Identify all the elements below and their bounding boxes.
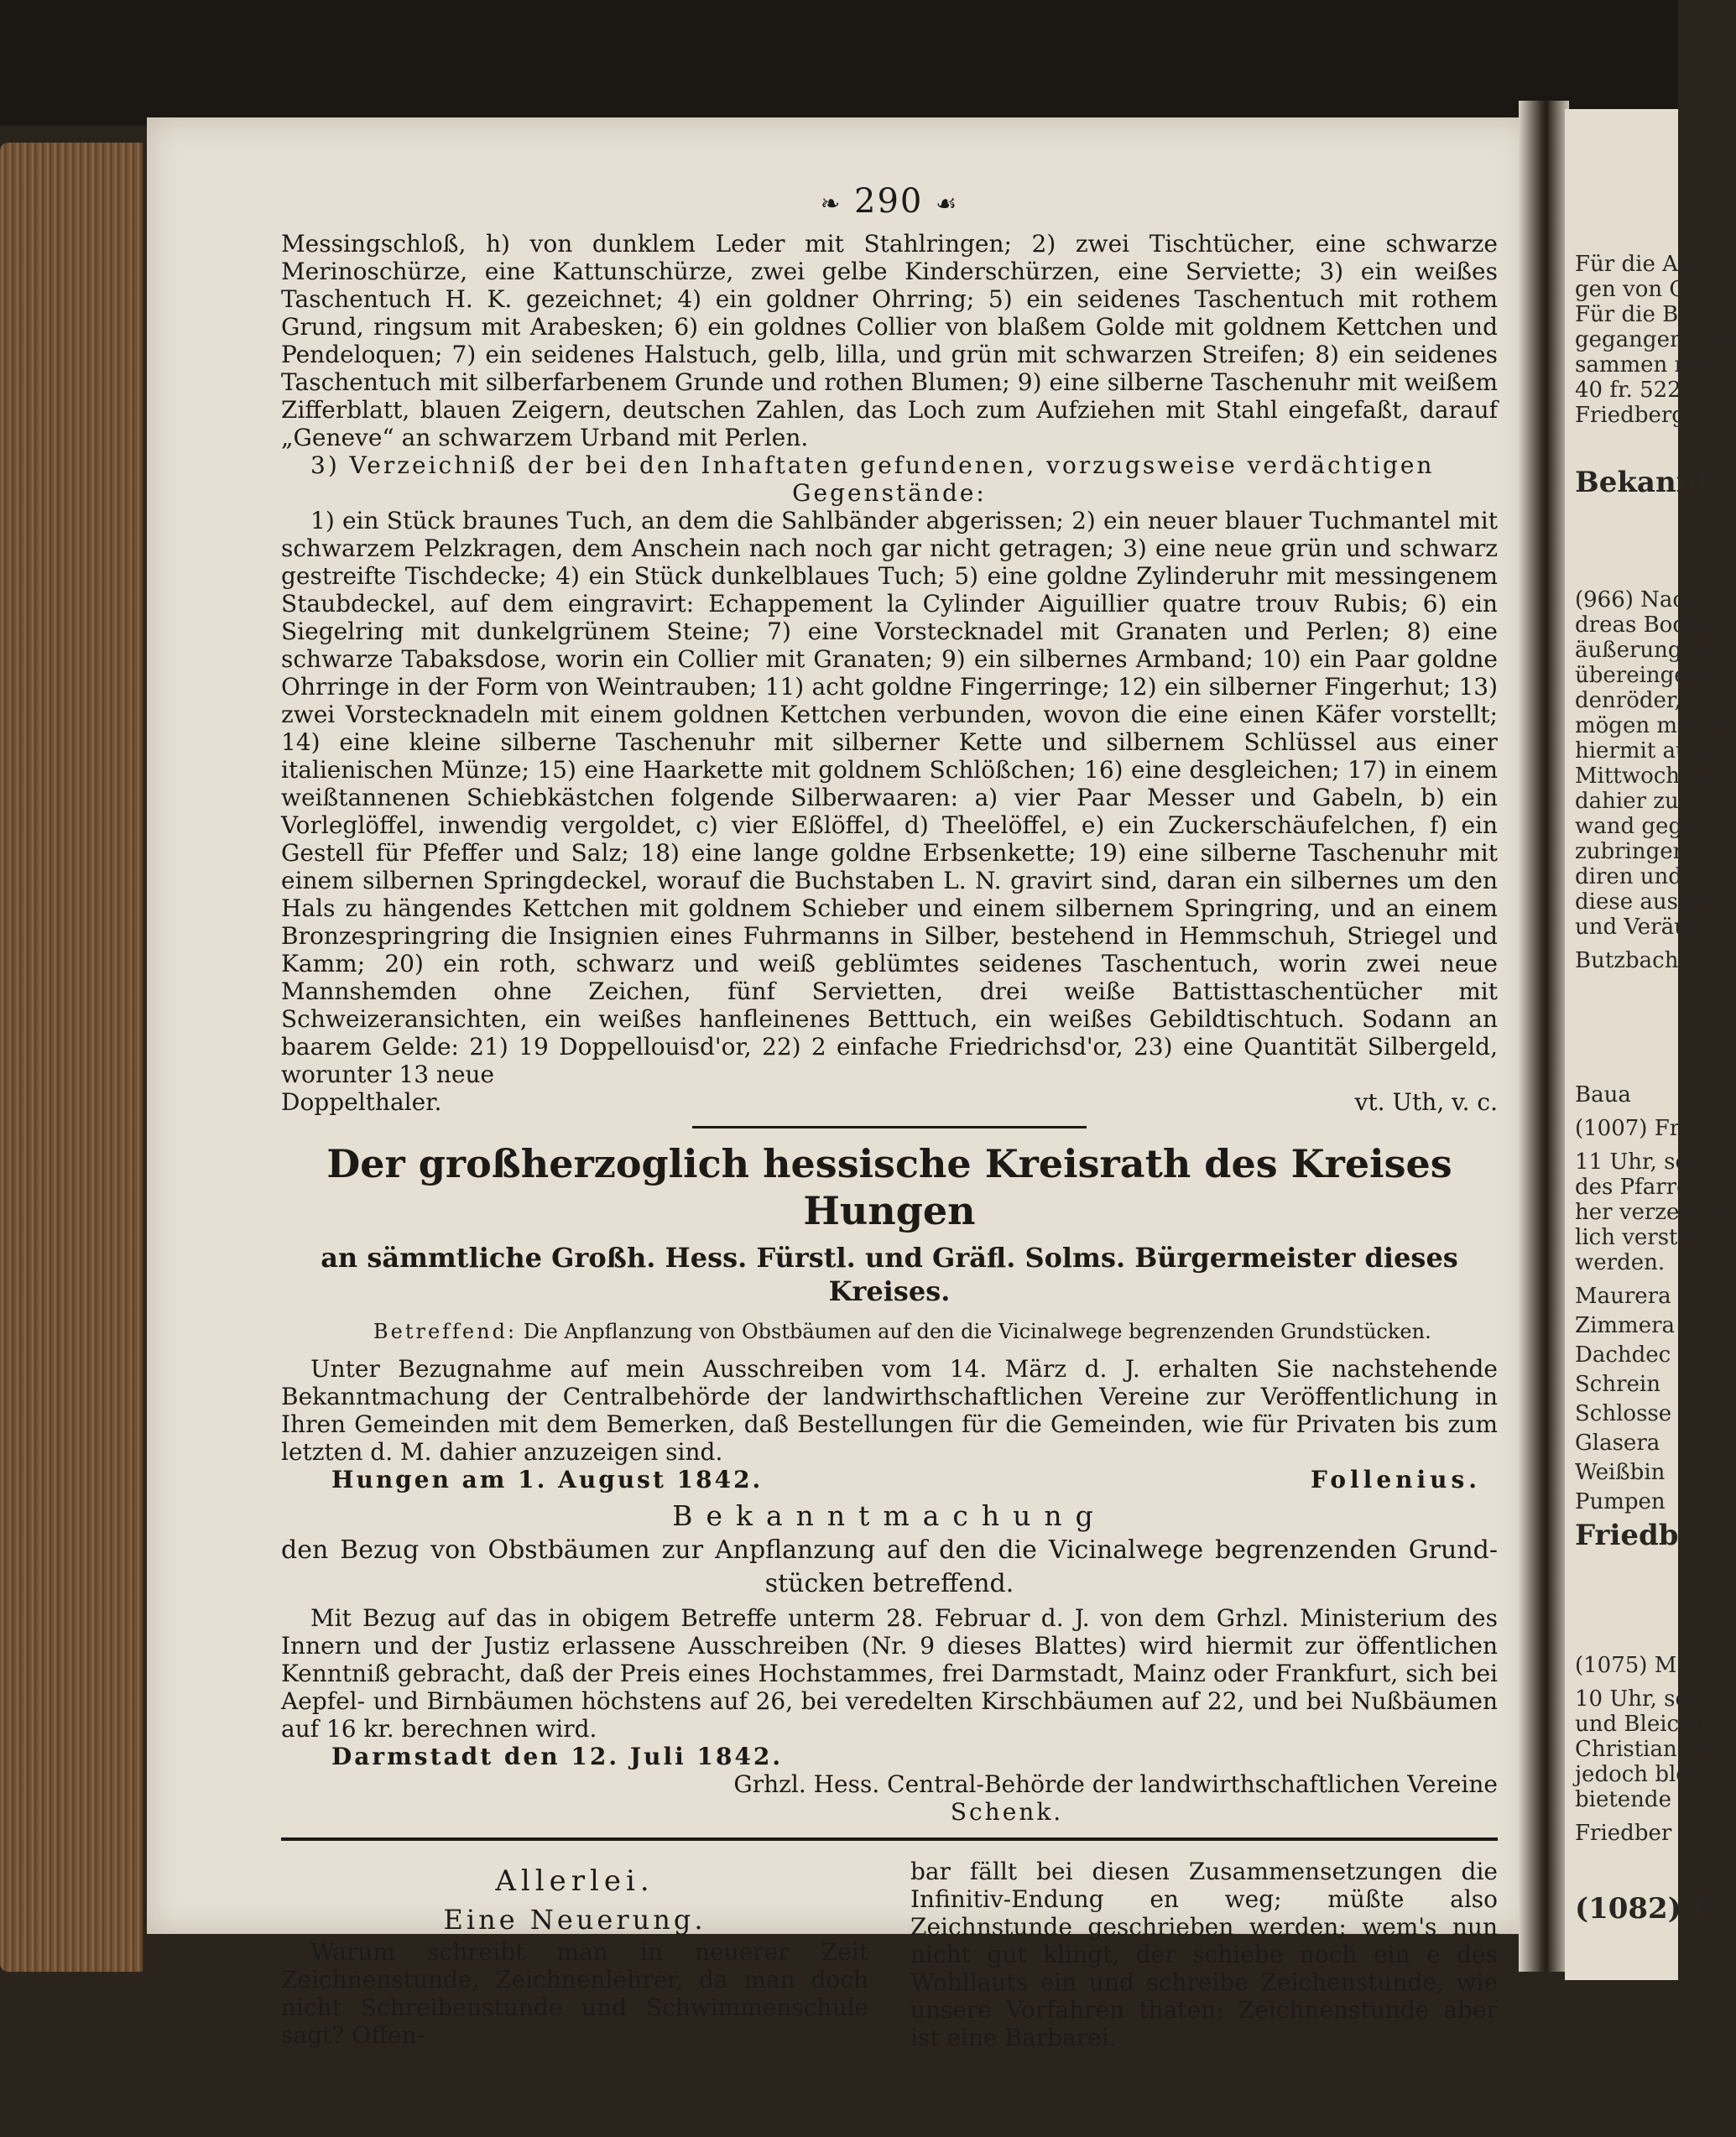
scan-background	[0, 0, 1678, 126]
right-page-line: Dachdec	[1575, 1342, 1671, 1368]
right-page-line: wand gegen	[1575, 814, 1710, 839]
right-page-line: Christian Ha	[1575, 1737, 1717, 1762]
section1-paragraph1: Messingschloß, h) von dunklem Leder mit Stahlringen; 2) zwei Tischtücher, eine schwarze Merinoschürze, eine Kattunschürze, zwei gelbe Kinderschürzen, eine Serviette; 3) ein weißes Taschentuch H. K. gezeichnet; 4) ein goldner Ohrring; 5) ein seidenes Taschentuch mit rothem Grund, ringsum mit Arabesken; 6) ein goldnes Collier von blaßem Golde mit goldnem Kettchen und Pendeloquen; 7) ein seidenes Halstuch, gelb, lilla, und grün mit schwarzen Streifen; 8) ein seidenes Taschentuch mit silberfarbenem Grunde und rothen Blumen; 9) eine silberne Taschenuhr mit weißem Zifferblatt, blauen Zeigern, deutschen Zahlen, das Loch zum Aufziehen mit Stahl eingefaßt, darauf „Geneve“ an schwarzem Urband mit Perlen.	[281, 230, 1498, 451]
kreisrath-signature-row	[281, 1466, 1498, 1493]
allerlei-column-right	[910, 1858, 1498, 2051]
right-page-line: übereingekom	[1575, 663, 1734, 688]
right-page-line: äußerung un	[1575, 638, 1718, 663]
right-page-partial	[1565, 109, 1736, 1980]
page-content	[281, 180, 1498, 2051]
allerlei-column-left	[281, 1858, 868, 2051]
allerlei-text-right: bar fällt bei diesen Zusammensetzungen die Infinitiv-Endung en weg; müßte also Zeichnstunde geschrieben werden; wem's nun nicht gut klingt, der schiebe noch ein e des Wohllauts ein und schreibe Zeichenstunde, wie unsere Vorfahren thaten; Zeichnenstunde aber ist eine Barbarei.	[910, 1858, 1498, 2051]
right-page-line: Butzbach	[1575, 948, 1679, 973]
right-page-line: Pumpen	[1575, 1489, 1666, 1514]
allerlei-subtitle: Eine Neuerung.	[443, 1904, 706, 1936]
betreff-text: Die Anpflanzung von Obstbäumen auf den die Vicinalwege begrenzenden Grundstücken.	[523, 1320, 1431, 1343]
right-page-line: 40 fr. 522 fl.	[1575, 378, 1710, 403]
right-page-heading: Bekannt	[1575, 466, 1711, 499]
right-page-line: her verzeichn	[1575, 1200, 1727, 1225]
bekanntmachung-subject-line1: den Bezug von Obstbäumen zur Anpflanzung auf den die Vicinalwege begrenzenden Grund-	[281, 1535, 1498, 1565]
right-page-line: und Veräuß	[1575, 915, 1703, 940]
page-number: 290	[854, 182, 924, 221]
section-divider-long	[281, 1837, 1498, 1841]
bekanntmachung-authority: Grhzl. Hess. Central-Behörde der landwirthschaftlichen Vereine	[733, 1770, 1498, 1798]
right-page-line: (1007) Fr	[1575, 1116, 1681, 1141]
betreff-label: Betreffend:	[373, 1320, 518, 1343]
right-page-line: gen von G. H	[1575, 277, 1719, 302]
right-page-line: Friedb	[1575, 1519, 1679, 1552]
section1-list-heading-line2: Gegenstände:	[792, 479, 987, 507]
kreisrath-place-date: Hungen am 1. August 1842.	[331, 1466, 764, 1493]
right-page-line: dahier zu er	[1575, 789, 1709, 814]
right-page-line: (1082) F	[1575, 1892, 1712, 1926]
section-divider	[692, 1126, 1087, 1128]
allerlei-title: Allerlei.	[495, 1864, 654, 1898]
right-page-line: Friedberg	[1575, 403, 1686, 428]
kreisrath-subtitle: an sämmtliche Großh. Hess. Fürstl. und Gräfl. Solms. Bürgermeister dieses Kreises.	[321, 1242, 1458, 1307]
right-page-line: zubringen, di	[1575, 839, 1722, 864]
bekanntmachung-body: Mit Bezug auf das in obigem Betreffe unterm 28. Februar d. J. von dem Grhzl. Ministerium des Innern und der Justiz erlassene Ausschreiben (Nr. 9 dieses Blattes) wird hiermit zur öffentlichen Kenntniß gebracht, daß der Preis eines Hochstammes, frei Darmstadt, Mainz oder Frankfurt, sich bei Aepfel- und Birnbäumen höchstens auf 26, bei veredelten Kirschbäumen auf 22, und bei Nußbäumen auf 16 kr. berechnen wird.	[281, 1604, 1498, 1743]
ornament-left-icon: ❧	[820, 190, 842, 217]
section1-signoff-row	[281, 1088, 1498, 1116]
right-page-line: sammen mit	[1575, 352, 1711, 378]
right-page-line: diese ausges	[1575, 889, 1717, 915]
right-page-line: Zimmera	[1575, 1313, 1676, 1338]
right-page-line: Maurera	[1575, 1284, 1671, 1309]
right-page-line: Glasera	[1575, 1431, 1660, 1456]
right-page-line: diren und	[1575, 864, 1682, 889]
right-page-line: Für die Abg	[1575, 252, 1707, 277]
right-page-line: gegangen: aus	[1575, 327, 1736, 352]
kreisrath-title: Der großherzoglich hessische Kreisrath des Kreises Hungen	[326, 1141, 1452, 1233]
right-page-line: 11 Uhr, soll	[1575, 1149, 1702, 1175]
right-page-line: dreas Boden	[1575, 612, 1714, 638]
right-page-line: Mittwoch de	[1575, 764, 1714, 789]
right-page-line: Schlosse	[1575, 1401, 1672, 1426]
page-number-line	[281, 180, 1498, 225]
section1-list-heading: 3) Verzeichniß der bei den Inhaftaten gefundenen, vorzugsweise verdächtigen	[310, 451, 1435, 479]
section1-signoff: vt. Uth, v. c.	[1354, 1088, 1498, 1116]
book-gutter	[1519, 101, 1569, 1972]
kreisrath-body: Unter Bezugnahme auf mein Ausschreiben vom 14. März d. J. erhalten Sie nachstehende Bekanntmachung der Centralbehörde der landwirthschaftlichen Vereine zur Veröffentlichung in Ihren Gemeinden mit dem Bemerken, daß Bestellungen für die Gemeinden, wie für Privaten bis zum letzten d. M. dahier anzuzeigen sind.	[281, 1355, 1498, 1466]
right-page-line: 10 Uhr, sol	[1575, 1686, 1696, 1712]
section1-last-line: Doppelthaler.	[281, 1088, 442, 1116]
right-page-line: hiermit aufg	[1575, 738, 1713, 764]
ornament-right-icon: ☙	[936, 190, 959, 217]
right-page-line: Baua	[1575, 1082, 1631, 1108]
bekanntmachung-place-date: Darmstadt den 12. Juli 1842.	[331, 1743, 784, 1770]
right-page-line: lich versteigt	[1575, 1225, 1721, 1250]
right-page-line: werden.	[1575, 1250, 1666, 1275]
right-page-line: denröder, al	[1575, 688, 1708, 713]
right-page-line: des Pfarrgeb	[1575, 1175, 1718, 1200]
right-page-line: jedoch blos	[1575, 1762, 1701, 1787]
right-page-line: Weißbin	[1575, 1460, 1666, 1485]
right-page-line: (966) Nach	[1575, 587, 1699, 612]
right-page-line: (1075) M	[1575, 1653, 1677, 1678]
section1-item-list: 1) ein Stück braunes Tuch, an dem die Sahlbänder abgerissen; 2) ein neuer blauer Tuchmantel mit schwarzem Pelzkragen, dem Anschein nach noch gar nicht getragen; 3) eine neue grün und schwarz gestreifte Tischdecke; 4) ein Stück dunkelblaues Tuch; 5) eine goldne Zylinderuhr mit messingenem Staubdeckel, auf dem eingravirt: Echappement la Cylinder Aiguillier quatre trouv Rubis; 6) ein Siegelring mit dunkelgrünem Steine; 7) eine Vorstecknadel mit Granaten und Perlen; 8) eine schwarze Tabaksdose, worin ein Collier mit Granaten; 9) ein silbernes Armband; 10) ein Paar goldne Ohrringe in der Form von Weintrauben; 11) acht goldne Fingerringe; 12) ein silberner Fingerhut; 13) zwei Vorstecknadeln mit einem goldnen Kettchen verbunden, wovon die eine einen Käfer vorstellt; 14) eine kleine silberne Taschenuhr mit silberner Kette und silbernem Schlüssel aus einer italienischen Münze; 15) eine Haarkette mit goldnem Schlößchen; 16) eine desgleichen; 17) in einem weißtannenen Schiebkästchen folgende Silberwaaren: a) vier Paar Messer und Gabeln, b) ein Vorleglöffel, inwendig vergoldet, c) vier Eßlöffel, d) Theelöffel, e) ein Zuckerschäufelchen, f) ein Gestell für Pfeffer und Salz; 18) eine lange goldne Erbsenkette; 19) eine silberne Taschenuhr mit einem silbernen Springdeckel, worauf die Buchstaben L. N. gravirt sind, daran ein silbernes um den Hals zu hängendes Kettchen mit goldnem Schieber und einem silbernem Springring, und an einem Bronzespringring die Insignien eines Fuhrmanns in Silber, bestehend in Hemmschuh, Striegel und Kamm; 20) ein roth, schwarz und weiß geblümtes seidenes Taschentuch, worin zwei neue Mannshemden ohne Zeichen, fünf Servietten, drei weiße Battisttaschentücher mit Schweizeransichten, ein weißes hanfleinenes Betttuch, ein weißes Gebildtischtuch. Sodann an baarem Gelde: 21) 19 Doppellouisd'or, 22) 2 einfache Friedrichsd'or, 23) eine Quantität Silbergeld, worunter 13 neue	[281, 507, 1498, 1088]
bekanntmachung-heading: Bekanntmachung	[672, 1499, 1107, 1532]
right-page-line: Für die Br	[1575, 302, 1689, 327]
allerlei-columns	[281, 1858, 1498, 2051]
right-page-line: mögen mache	[1575, 713, 1730, 738]
right-page-line: Friedber	[1575, 1821, 1672, 1846]
right-page-line: und Bleichu	[1575, 1712, 1707, 1737]
right-page-line: bietende vers	[1575, 1787, 1726, 1812]
kreisrath-signature: Follenius.	[1311, 1466, 1481, 1493]
right-page-line: Schrein	[1575, 1372, 1660, 1397]
bekanntmachung-subject-line2: stücken betreffend.	[764, 1569, 1014, 1598]
allerlei-text-left: Warum schreibt man in neuerer Zeit Zeichnenstunde, Zeichnenlehrer, da man doch nicht Schreibenstunde und Schwimmenschule sagt? Offen-	[281, 1938, 868, 2049]
book-page-edges	[0, 143, 143, 1972]
betreff-line	[373, 1318, 1498, 1345]
bekanntmachung-signature: Schenk.	[950, 1798, 1064, 1826]
